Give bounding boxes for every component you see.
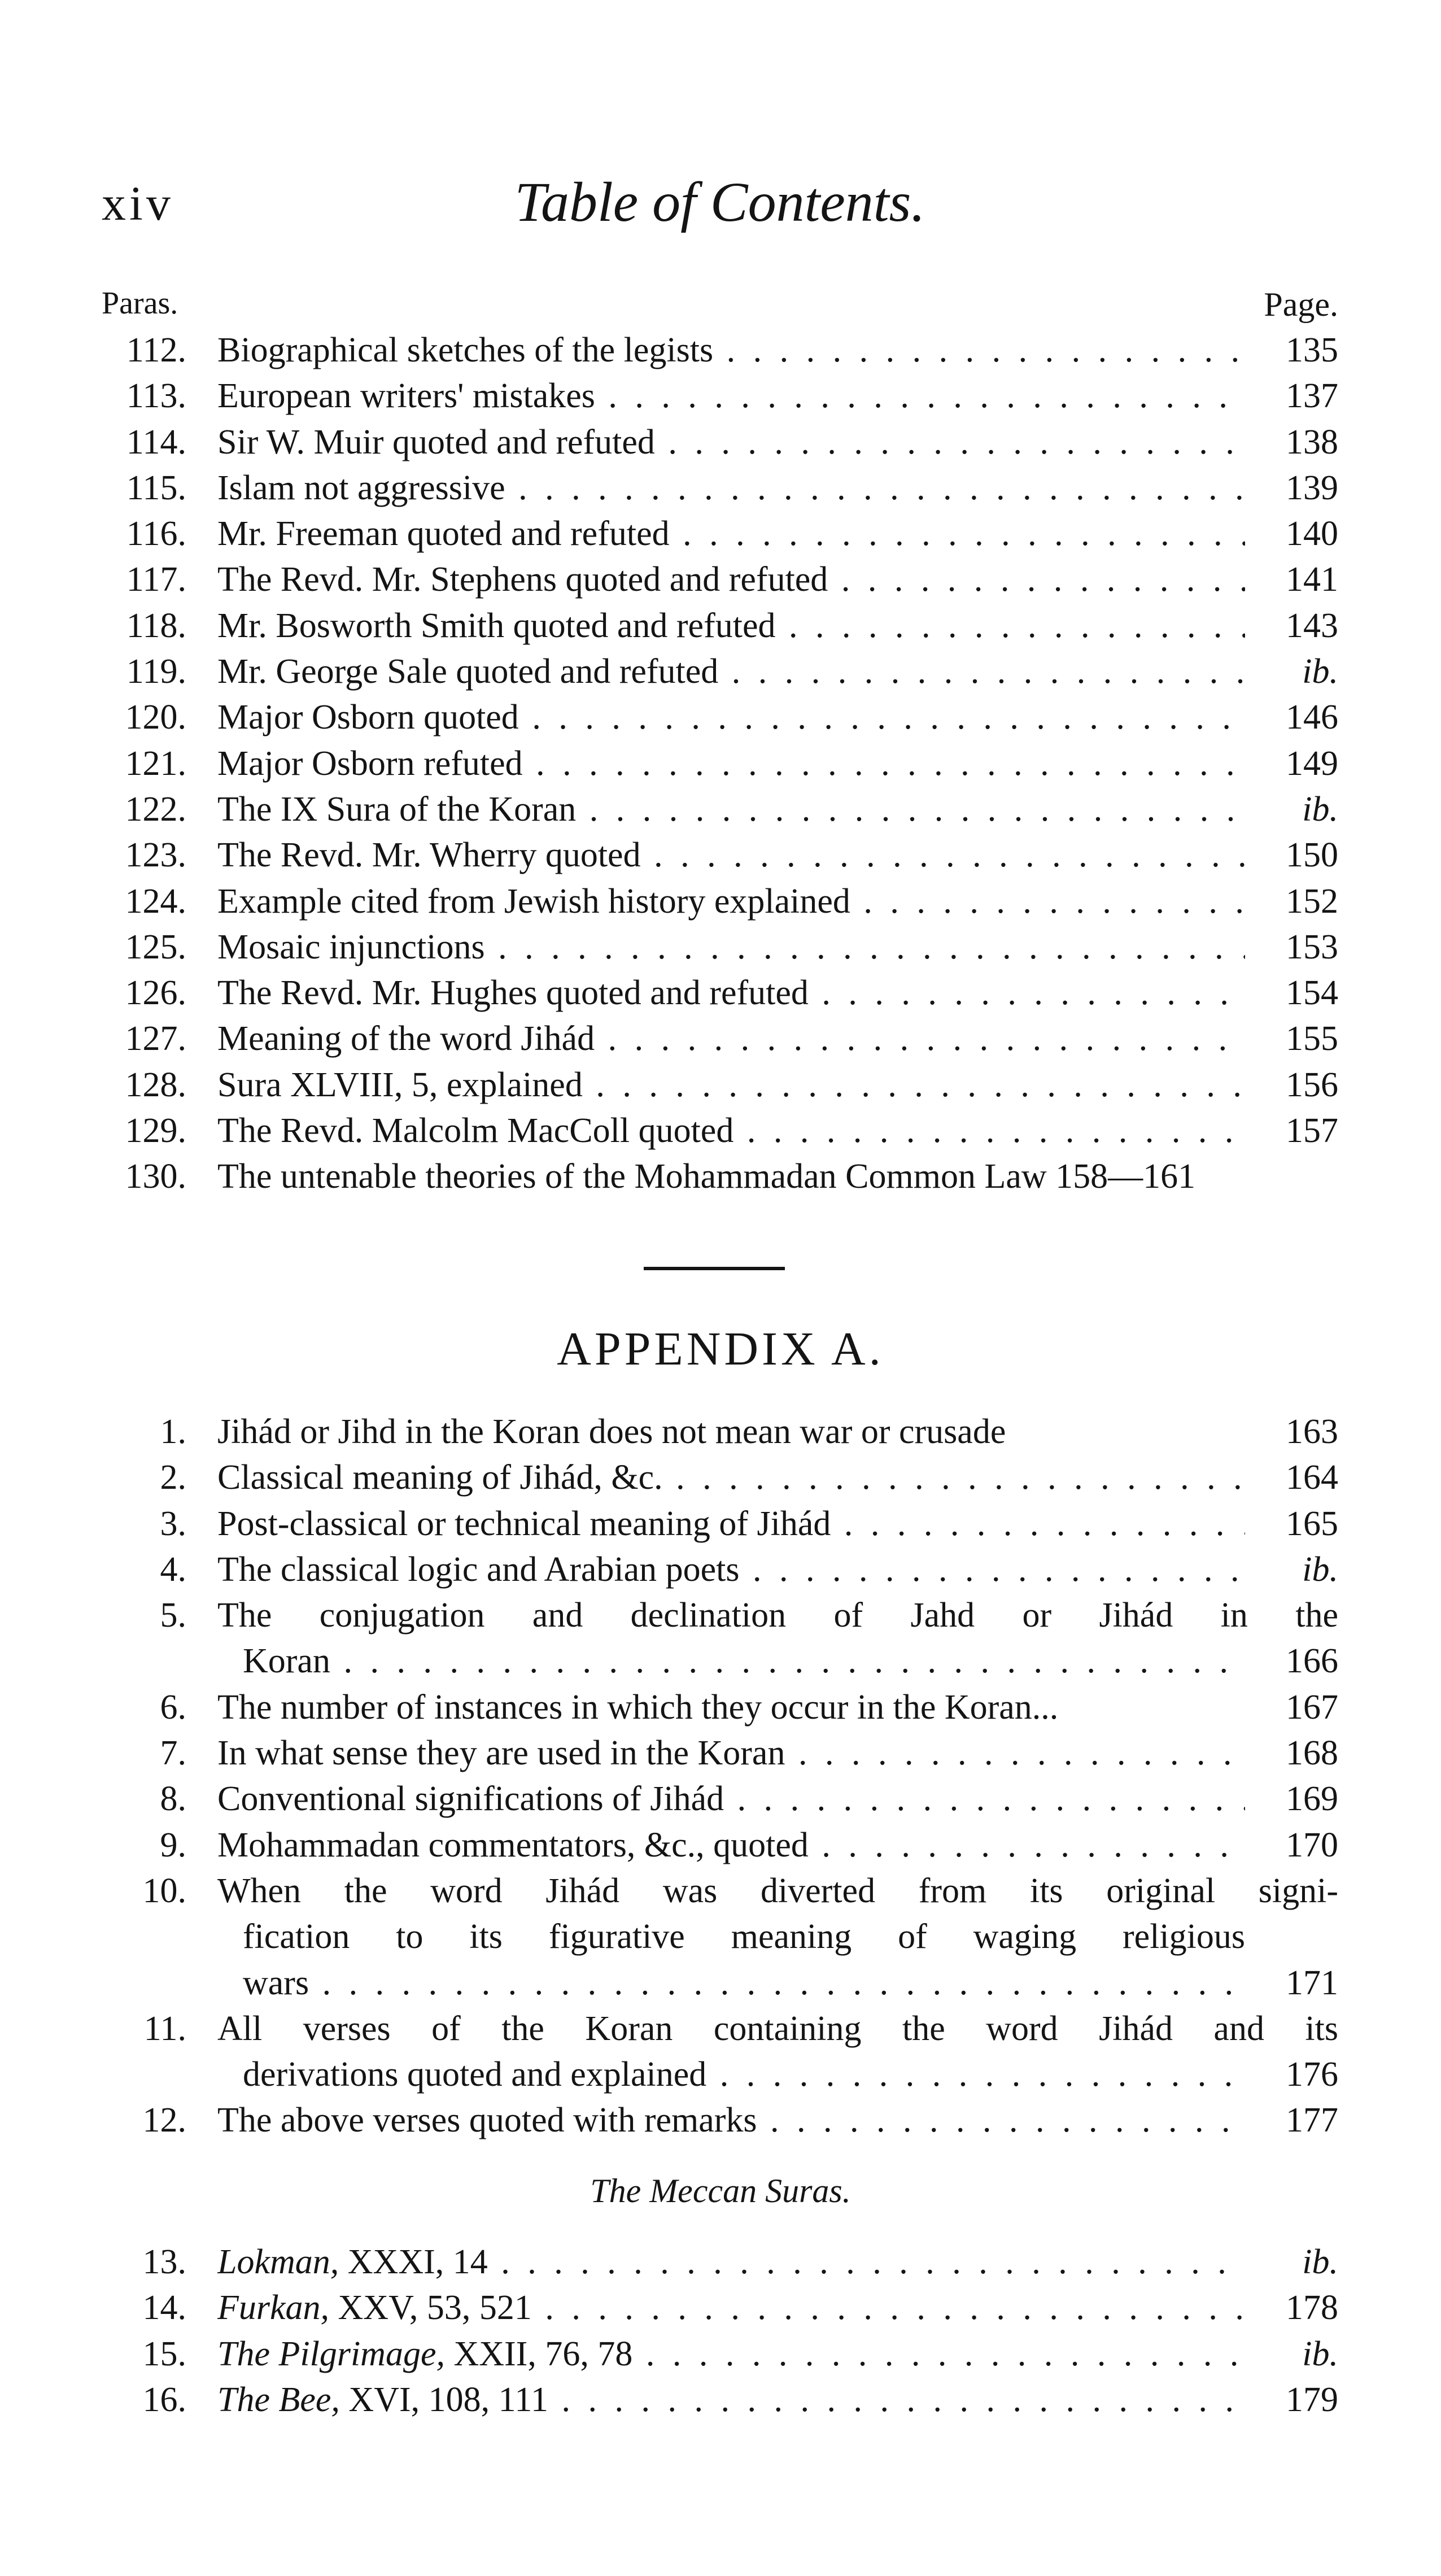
appendix-entry: Classical meaning of Jihád, &c. . . . [217, 1455, 1245, 1501]
para-number: 5. [160, 1596, 186, 1635]
para-number: 113. [126, 377, 186, 416]
para-number: 123. [125, 836, 186, 875]
toc-row [102, 925, 1338, 970]
page-number: 149 [1286, 744, 1338, 783]
para-number: 125. [125, 927, 186, 966]
toc-entry: Mr. George Sale quoted and refuted . . . [217, 649, 1245, 695]
sura-reference: XXXI, 14 [339, 2243, 488, 2281]
sura-row [102, 2377, 1338, 2423]
sura-reference: XXV, 53, 521 [329, 2289, 532, 2327]
appendix-row-continued [102, 2052, 1338, 2098]
para-number: 119. [126, 652, 186, 691]
para-number: 124. [125, 882, 186, 921]
page-number: ib. [1302, 652, 1338, 691]
page-number: 179 [1286, 2380, 1338, 2419]
appendix-row [102, 1455, 1338, 1501]
page-number: 166 [1286, 1642, 1338, 1681]
para-number: 127. [125, 1019, 186, 1058]
appendix-entry: In what sense they are used in the Koran . . . [217, 1731, 1245, 1776]
page-number: 146 [1286, 698, 1338, 737]
toc-row [102, 1016, 1338, 1062]
toc-entry: Mosaic injunctions . . . [217, 925, 1245, 970]
appendix-entry-continued: Koran . . . [243, 1638, 1245, 1684]
toc-row [102, 465, 1338, 511]
toc-list [102, 328, 1338, 1200]
para-number: 118. [126, 606, 186, 645]
toc-entry: Sura XLVIII, 5, explained . . . [217, 1062, 1245, 1108]
page-column-header: Page. [1264, 286, 1338, 323]
page-number: 140 [1286, 515, 1338, 553]
sura-entry [217, 2239, 1245, 2285]
page-number: 138 [1286, 422, 1338, 461]
para-number: 16. [142, 2380, 186, 2419]
appendix-row-continued [102, 1960, 1338, 2006]
toc-entry: The Revd. Mr. Wherry quoted . . . [217, 832, 1245, 878]
appendix-entry: Jihád or Jihd in the Koran does not mean war or crusade [217, 1413, 1006, 1451]
toc-entry: Mr. Freeman quoted and refuted . . . [217, 511, 1245, 557]
appendix-entry: The conjugation and declination of Jahd or Jihád in the [217, 1596, 1338, 1635]
toc-row [102, 649, 1338, 695]
para-number: 116. [126, 515, 186, 553]
toc-row [102, 420, 1338, 465]
sura-row [102, 2239, 1338, 2285]
toc-entry: Sir W. Muir quoted and refuted . . . [217, 420, 1245, 465]
toc-row [102, 1062, 1338, 1108]
para-number: 8. [160, 1780, 186, 1819]
appendix-row [102, 1868, 1338, 1914]
para-number: 4. [160, 1550, 186, 1589]
para-number: 120. [125, 698, 186, 737]
page-number: 170 [1286, 1825, 1338, 1864]
sura-reference: XVI, 108, 111 [339, 2380, 549, 2419]
appendix-row [102, 1823, 1338, 1868]
para-number: 114. [126, 422, 186, 461]
appendix-entry: Mohammadan commentators, &c., quoted . . . [217, 1823, 1245, 1868]
page-number: 155 [1286, 1019, 1338, 1058]
page-number: 176 [1286, 2055, 1338, 2094]
toc-entry: The Revd. Mr. Hughes quoted and refuted . . . [217, 970, 1245, 1016]
appendix-entry-continued: derivations quoted and explained . . . [243, 2052, 1245, 2098]
suras-list [102, 2239, 1338, 2423]
toc-entry: The IX Sura of the Koran . . . [217, 787, 1245, 832]
para-number: 12. [142, 2101, 186, 2140]
page-number: 165 [1286, 1504, 1338, 1543]
para-number: 112. [126, 331, 186, 369]
column-headers [102, 280, 1338, 330]
para-number: 14. [142, 2289, 186, 2327]
appendix-row [102, 1593, 1338, 1638]
para-number: 10. [142, 1871, 186, 1910]
toc-entry: Example cited from Jewish history explained . . . [217, 879, 1245, 925]
toc-entry: Biographical sketches of the legists . . . [217, 328, 1245, 373]
sura-entry [217, 2377, 1245, 2423]
toc-entry: Major Osborn refuted . . . [217, 741, 1245, 787]
page-number: 177 [1286, 2101, 1338, 2140]
para-number: 121. [125, 744, 186, 783]
toc-entry: The Revd. Malcolm MacColl quoted . . . [217, 1108, 1245, 1154]
para-number: 11. [143, 2009, 186, 2048]
page-number: ib. [1302, 2334, 1338, 2373]
para-number: 15. [142, 2334, 186, 2373]
appendix-row [102, 1547, 1338, 1593]
appendix-entry: The above verses quoted with remarks . . . [217, 2098, 1245, 2143]
appendix-row [102, 1731, 1338, 1776]
toc-row [102, 879, 1338, 925]
section-divider [644, 1267, 785, 1270]
appendix-entry: All verses of the Koran containing the word Jihád and its [217, 2009, 1338, 2048]
page-number: 178 [1286, 2289, 1338, 2327]
appendix-row [102, 1501, 1338, 1547]
page-folio: xiv [102, 176, 174, 230]
toc-row [102, 1108, 1338, 1154]
toc-row [102, 832, 1338, 878]
sura-name: The Pilgrimage, [217, 2334, 445, 2373]
toc-row [102, 373, 1338, 419]
toc-row [102, 787, 1338, 832]
page-number: 139 [1286, 468, 1338, 507]
para-number: 13. [142, 2243, 186, 2281]
appendix-entry-continued: fication to its figurative meaning of waging religious [243, 1917, 1245, 1956]
page-number: 154 [1286, 974, 1338, 1013]
appendix-entry: When the word Jihád was diverted from its original signi- [217, 1871, 1338, 1910]
para-number: 128. [125, 1065, 186, 1104]
toc-entry: The untenable theories of the Mohammadan Common Law 158—161 [217, 1157, 1196, 1196]
toc-entry: The Revd. Mr. Stephens quoted and refuted . . . [217, 557, 1245, 603]
sura-entry [217, 2331, 1245, 2377]
toc-row [102, 603, 1338, 649]
appendix-row [102, 1685, 1338, 1731]
page-number: ib. [1302, 1550, 1338, 1589]
page-number: 143 [1286, 606, 1338, 645]
toc-row [102, 328, 1338, 373]
sura-name: Lokman, [217, 2243, 339, 2281]
paras-column-header: Paras. [102, 286, 178, 321]
toc-row [102, 557, 1338, 603]
appendix-entry-continued: wars . . . [243, 1960, 1245, 2006]
page-number: 150 [1286, 836, 1338, 875]
toc-row [102, 970, 1338, 1016]
page-number: ib. [1302, 2243, 1338, 2281]
toc-entry: Meaning of the word Jihád . . . [217, 1016, 1245, 1062]
page-number: 167 [1286, 1688, 1338, 1727]
toc-entry: Mr. Bosworth Smith quoted and refuted . . . [217, 603, 1245, 649]
para-number: 2. [160, 1458, 186, 1497]
para-number: 115. [126, 468, 186, 507]
appendix-row-continued [102, 1638, 1338, 1684]
sura-row [102, 2331, 1338, 2377]
para-number: 129. [125, 1112, 186, 1150]
sura-row [102, 2285, 1338, 2331]
para-number: 7. [160, 1734, 186, 1773]
para-number: 6. [160, 1688, 186, 1727]
appendix-list [102, 1409, 1338, 2144]
para-number: 9. [160, 1825, 186, 1864]
appendix-row [102, 2098, 1338, 2143]
toc-row [102, 741, 1338, 787]
page-number: 141 [1286, 560, 1338, 599]
para-number: 1. [160, 1413, 186, 1451]
appendix-title: APPENDIX A. [557, 1323, 884, 1375]
sura-name: The Bee, [217, 2380, 340, 2419]
page-number: 157 [1286, 1112, 1338, 1150]
appendix-entry: The number of instances in which they occur in the Koran... [217, 1688, 1059, 1727]
toc-entry: European writers' mistakes . . . [217, 373, 1245, 419]
toc-row [102, 695, 1338, 740]
page-number: 169 [1286, 1780, 1338, 1819]
running-title: Table of Contents. [514, 171, 925, 233]
page-header [102, 169, 1338, 243]
toc-row [102, 1154, 1338, 1200]
para-number: 122. [125, 790, 186, 829]
sura-entry [217, 2285, 1245, 2331]
page-number: 137 [1286, 377, 1338, 416]
appendix-row [102, 1776, 1338, 1822]
page-number: 163 [1286, 1413, 1338, 1451]
meccan-suras-subheading: The Meccan Suras. [590, 2172, 851, 2209]
para-number: 3. [160, 1504, 186, 1543]
appendix-entry: Post-classical or technical meaning of Jihád . . . [217, 1501, 1245, 1547]
page-number: 156 [1286, 1065, 1338, 1104]
page-number: 171 [1286, 1963, 1338, 2002]
appendix-row [102, 1409, 1338, 1455]
sura-name: Furkan, [217, 2289, 330, 2327]
page-number: ib. [1302, 790, 1338, 829]
page-number: 152 [1286, 882, 1338, 921]
sura-reference: XXII, 76, 78 [444, 2334, 633, 2373]
appendix-row [102, 2006, 1338, 2052]
toc-row [102, 511, 1338, 557]
para-number: 117. [126, 560, 186, 599]
page-number: 164 [1286, 1458, 1338, 1497]
page-number: 168 [1286, 1734, 1338, 1773]
toc-entry: Islam not aggressive . . . [217, 465, 1245, 511]
page-number: 135 [1286, 331, 1338, 369]
appendix-entry: Conventional significations of Jihád . . . [217, 1776, 1245, 1822]
page-number: 153 [1286, 927, 1338, 966]
para-number: 126. [125, 974, 186, 1013]
toc-entry: Major Osborn quoted . . . [217, 695, 1245, 740]
appendix-row-continued [102, 1914, 1338, 1960]
para-number: 130. [125, 1157, 186, 1196]
appendix-entry: The classical logic and Arabian poets . . . [217, 1547, 1245, 1593]
